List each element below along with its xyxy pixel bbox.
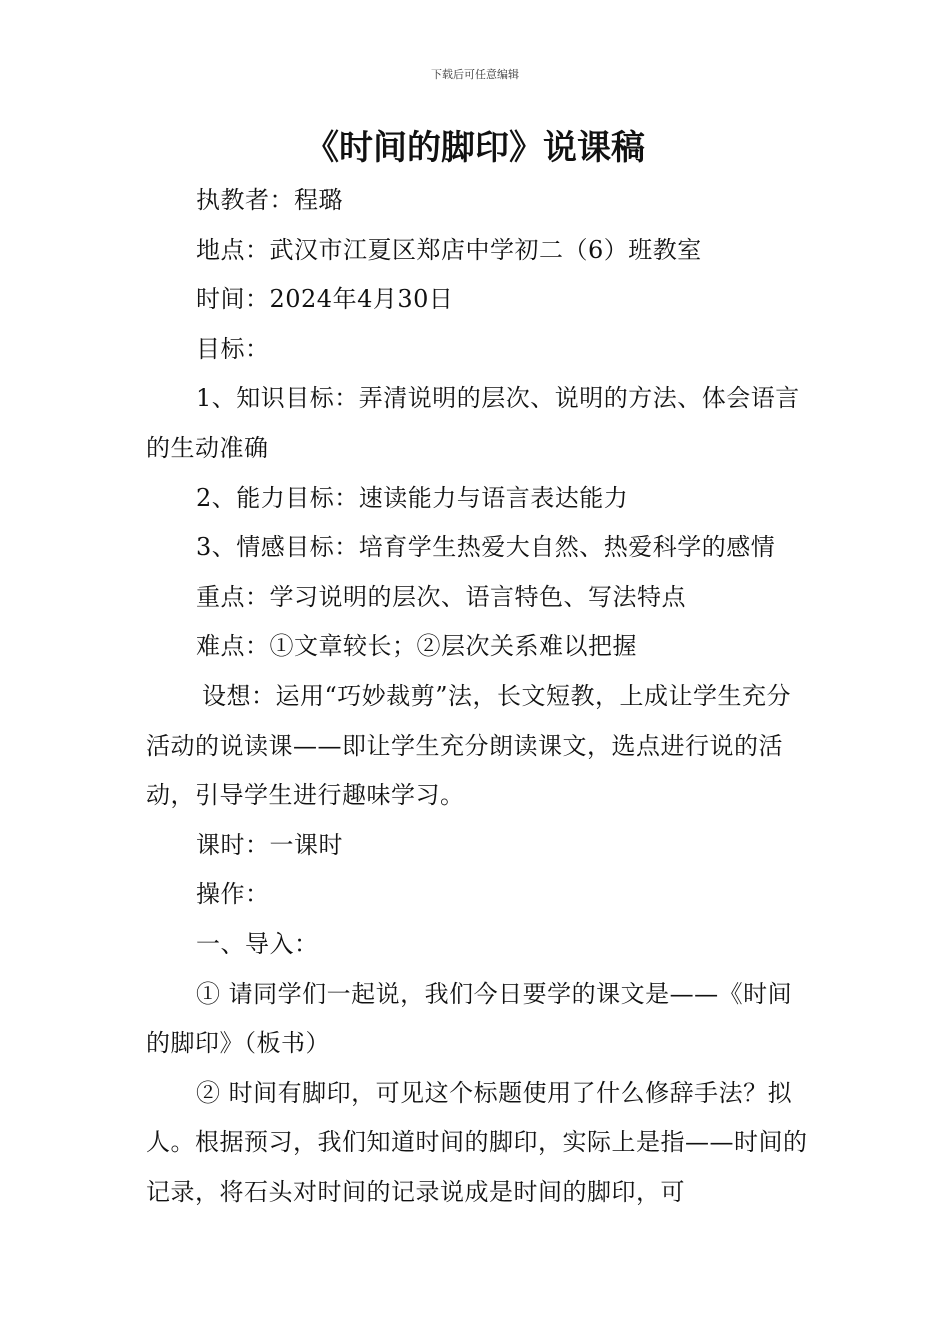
paragraph-key-points: 重点：学习说明的层次、语言特色、写法特点 (196, 582, 686, 611)
document-title: 《时间的脚印》说课稿 (305, 128, 645, 168)
paragraph-design: 设想：运用“巧妙裁剪”法，长文短教，上成让学生充分活动的说读课——即让学生充分朗读课文，选点进行说的活动，引导学生进行趣味学习。 (146, 681, 792, 810)
paragraph-operation: 操作： (196, 880, 270, 909)
header-note: 下载后可任意编辑 (431, 68, 519, 81)
paragraph-difficulties: 难点：①文章较长；②层次关系难以把握 (196, 632, 637, 661)
paragraph-goal-ability: 2、能力目标：速读能力与语言表达能力 (196, 483, 629, 512)
paragraph-date: 时间：2024年4月30日 (196, 285, 454, 314)
document-body (146, 176, 808, 1217)
paragraph-goal-knowledge: 1、知识目标：弄清说明的层次、说明的方法、体会语言的生动准确 (146, 384, 800, 462)
paragraph-goal-emotion: 3、情感目标：培育学生热爱大自然、热爱科学的感情 (196, 533, 776, 562)
paragraph-intro-step-2: ② 时间有脚印，可见这个标题使用了什么修辞手法？拟人。根据预习，我们知道时间的脚印，实际上是指——时间的记录，将石头对时间的记录说成是时间的脚印，可 (146, 1078, 808, 1206)
paragraph-teacher: 执教者：程璐 (196, 186, 343, 214)
paragraph-goals-heading: 目标： (196, 334, 270, 363)
paragraph-intro-step-1: ① 请同学们一起说，我们今日要学的课文是——《时间的脚印》（板书） (146, 979, 793, 1058)
paragraph-intro-heading: 一、导入： (196, 929, 319, 958)
paragraph-class-hours: 课时：一课时 (196, 830, 343, 859)
paragraph-location: 地点：武汉市江夏区郑店中学初二（6）班教室 (196, 235, 702, 264)
